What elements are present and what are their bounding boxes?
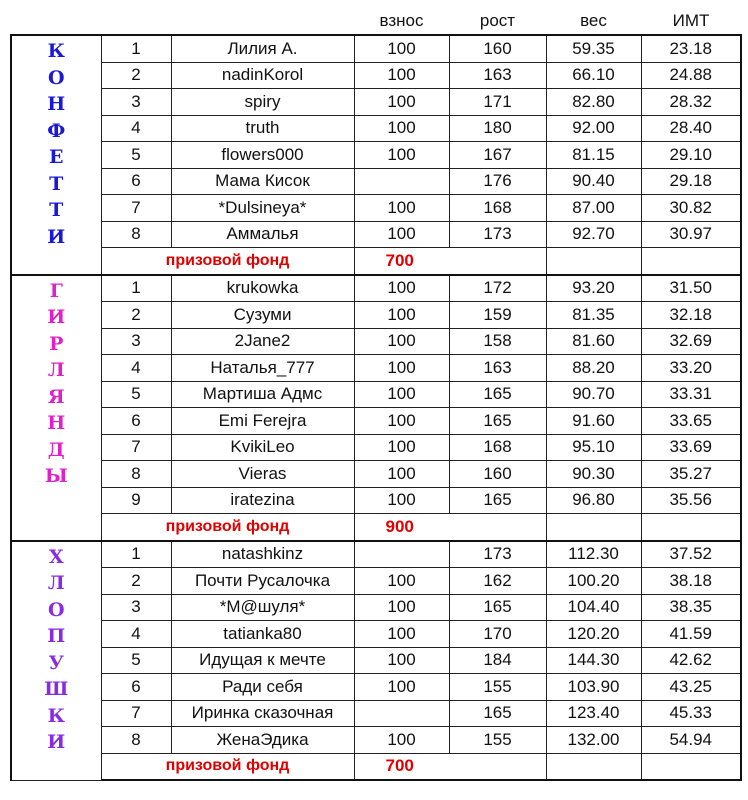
bmi-cell: 28.40 xyxy=(641,115,741,142)
table-row xyxy=(11,62,741,89)
bmi-cell: 38.35 xyxy=(641,594,741,621)
bmi-cell: 30.82 xyxy=(641,195,741,222)
height-cell: 184 xyxy=(449,647,546,674)
bmi-cell: 35.56 xyxy=(641,487,741,514)
empty-cell xyxy=(546,514,641,541)
team-letter: О xyxy=(47,66,65,89)
fee-cell: 100 xyxy=(354,195,449,222)
fee-cell: 100 xyxy=(354,487,449,514)
bmi-cell: 45.33 xyxy=(641,700,741,727)
row-number: 6 xyxy=(101,674,171,701)
participant-name: Аммалья xyxy=(171,221,354,248)
header-fee: взнос xyxy=(379,11,424,30)
table-row xyxy=(11,408,741,435)
table-row xyxy=(11,647,741,674)
table-row xyxy=(11,700,741,727)
height-cell: 173 xyxy=(449,541,546,568)
table-row xyxy=(11,355,741,382)
row-number: 4 xyxy=(101,355,171,382)
weight-cell: 59.35 xyxy=(546,35,641,62)
bmi-cell: 54.94 xyxy=(641,727,741,754)
height-cell: 163 xyxy=(449,355,546,382)
table-row xyxy=(11,594,741,621)
participant-name: 2Jane2 xyxy=(171,328,354,355)
team-letter: Т xyxy=(49,199,64,221)
height-cell: 172 xyxy=(449,275,546,302)
row-number: 6 xyxy=(101,168,171,195)
fee-cell: 100 xyxy=(354,674,449,701)
table-row xyxy=(11,434,741,461)
row-number: 1 xyxy=(101,541,171,568)
row-number: 7 xyxy=(101,700,171,727)
row-number: 7 xyxy=(101,195,171,222)
participant-name: KvikiLeo xyxy=(171,434,354,461)
team-letter: И xyxy=(47,731,66,753)
participant-name: flowers000 xyxy=(171,142,354,169)
row-number: 8 xyxy=(101,727,171,754)
team-letter: Ф xyxy=(47,119,66,142)
bmi-cell: 33.31 xyxy=(641,381,741,408)
table-row xyxy=(11,381,741,408)
row-number: 8 xyxy=(101,461,171,488)
participant-name: Иринка сказочная xyxy=(171,700,354,727)
row-number: 3 xyxy=(101,328,171,355)
team-letter: П xyxy=(47,625,66,647)
participant-name: spiry xyxy=(171,89,354,116)
header-bmi: ИМТ xyxy=(672,11,710,30)
fee-cell: 100 xyxy=(354,89,449,116)
fee-cell: 100 xyxy=(354,35,449,62)
row-number: 3 xyxy=(101,89,171,116)
weight-cell: 120.20 xyxy=(546,621,641,648)
team-letter: Н xyxy=(47,93,66,115)
weight-cell: 81.15 xyxy=(546,142,641,169)
fee-cell xyxy=(354,541,449,568)
row-number: 7 xyxy=(101,434,171,461)
height-cell: 168 xyxy=(449,434,546,461)
team-letter: Ы xyxy=(44,465,68,487)
participant-name: Мартиша Адмс xyxy=(171,381,354,408)
participant-name: krukowka xyxy=(171,275,354,302)
team-letter: У xyxy=(48,651,64,674)
height-cell: 170 xyxy=(449,621,546,648)
row-number: 5 xyxy=(101,381,171,408)
fee-cell: 100 xyxy=(354,434,449,461)
team-letter: Ш xyxy=(44,678,69,700)
table-row xyxy=(11,275,741,302)
bmi-cell: 33.65 xyxy=(641,408,741,435)
weight-cell: 90.70 xyxy=(546,381,641,408)
bmi-cell: 30.97 xyxy=(641,221,741,248)
standings-table xyxy=(10,8,742,781)
fee-cell: 100 xyxy=(354,62,449,89)
fee-cell: 100 xyxy=(354,727,449,754)
empty-cell xyxy=(546,753,641,780)
weight-cell: 91.60 xyxy=(546,408,641,435)
height-cell: 165 xyxy=(449,487,546,514)
prize-label: призовой фонд xyxy=(101,514,354,541)
participant-name: Лилия А. xyxy=(171,35,354,62)
height-cell: 155 xyxy=(449,674,546,701)
fee-cell: 100 xyxy=(354,461,449,488)
fee-cell: 100 xyxy=(354,328,449,355)
participant-name: iratezina xyxy=(171,487,354,514)
bmi-cell: 32.69 xyxy=(641,328,741,355)
height-cell: 171 xyxy=(449,89,546,116)
header-height: рост xyxy=(479,11,516,30)
weight-cell: 112.30 xyxy=(546,541,641,568)
row-number: 6 xyxy=(101,408,171,435)
height-cell: 160 xyxy=(449,35,546,62)
table-row xyxy=(11,168,741,195)
height-cell: 158 xyxy=(449,328,546,355)
height-cell: 159 xyxy=(449,302,546,329)
prize-label: призовой фонд xyxy=(101,248,354,275)
fee-cell: 100 xyxy=(354,381,449,408)
bmi-cell: 29.10 xyxy=(641,142,741,169)
height-cell: 165 xyxy=(449,700,546,727)
weight-cell: 90.40 xyxy=(546,168,641,195)
prize-label: призовой фонд xyxy=(101,753,354,780)
team-letter: И xyxy=(47,225,66,248)
participant-name: Сузуми xyxy=(171,302,354,329)
bmi-cell: 32.18 xyxy=(641,302,741,329)
prize-amount: 700 xyxy=(354,753,546,780)
weight-cell: 92.70 xyxy=(546,221,641,248)
weight-cell: 96.80 xyxy=(546,487,641,514)
weight-cell: 88.20 xyxy=(546,355,641,382)
participant-name: Мама Кисок xyxy=(171,168,354,195)
weight-cell: 81.60 xyxy=(546,328,641,355)
participant-name: tatianka80 xyxy=(171,621,354,648)
table-row xyxy=(11,568,741,595)
fee-cell: 100 xyxy=(354,408,449,435)
table-row xyxy=(11,115,741,142)
weight-cell: 104.40 xyxy=(546,594,641,621)
participant-name: Наталья_777 xyxy=(171,355,354,382)
bmi-cell: 29.18 xyxy=(641,168,741,195)
team-label xyxy=(11,275,101,541)
prize-row xyxy=(11,514,741,541)
participant-name: natashkinz xyxy=(171,541,354,568)
table-row xyxy=(11,541,741,568)
height-cell: 167 xyxy=(449,142,546,169)
team-letter: Г xyxy=(49,279,63,302)
participant-name: truth xyxy=(171,115,354,142)
team-letter: Л xyxy=(47,572,65,594)
participant-name: *Dulsineya* xyxy=(171,195,354,222)
height-cell: 165 xyxy=(449,381,546,408)
table-row xyxy=(11,674,741,701)
header-row xyxy=(11,8,741,35)
height-cell: 173 xyxy=(449,221,546,248)
weight-cell: 90.30 xyxy=(546,461,641,488)
fee-cell: 100 xyxy=(354,142,449,169)
fee-cell: 100 xyxy=(354,275,449,302)
team-letter: Н xyxy=(47,412,66,434)
height-cell: 165 xyxy=(449,408,546,435)
bmi-cell: 38.18 xyxy=(641,568,741,595)
row-number: 4 xyxy=(101,115,171,142)
table-row xyxy=(11,221,741,248)
bmi-cell: 41.59 xyxy=(641,621,741,648)
weight-cell: 81.35 xyxy=(546,302,641,329)
height-cell: 160 xyxy=(449,461,546,488)
fee-cell: 100 xyxy=(354,221,449,248)
table-row xyxy=(11,727,741,754)
weight-cell: 82.80 xyxy=(546,89,641,116)
participant-name: nadinKorol xyxy=(171,62,354,89)
fee-cell xyxy=(354,700,449,727)
weight-cell: 103.90 xyxy=(546,674,641,701)
team-letter: Х xyxy=(48,545,64,568)
weight-cell: 144.30 xyxy=(546,647,641,674)
row-number: 2 xyxy=(101,62,171,89)
bmi-cell: 42.62 xyxy=(641,647,741,674)
team-label xyxy=(11,35,101,275)
row-number: 2 xyxy=(101,568,171,595)
fee-cell: 100 xyxy=(354,647,449,674)
table-row xyxy=(11,195,741,222)
table-row xyxy=(11,35,741,62)
bmi-cell: 35.27 xyxy=(641,461,741,488)
participant-name: Почти Русалочка xyxy=(171,568,354,595)
prize-amount: 700 xyxy=(354,248,546,275)
height-cell: 163 xyxy=(449,62,546,89)
table-row xyxy=(11,302,741,329)
empty-cell xyxy=(641,248,741,275)
team-label xyxy=(11,541,101,781)
row-number: 8 xyxy=(101,221,171,248)
empty-cell xyxy=(546,248,641,275)
fee-cell: 100 xyxy=(354,594,449,621)
fee-cell xyxy=(354,168,449,195)
empty-cell xyxy=(641,753,741,780)
team-letter: Е xyxy=(49,146,64,168)
bmi-cell: 31.50 xyxy=(641,275,741,302)
table-row xyxy=(11,461,741,488)
participant-name: Ради себя xyxy=(171,674,354,701)
participant-name: Emi Ferejra xyxy=(171,408,354,435)
row-number: 5 xyxy=(101,647,171,674)
bmi-cell: 28.32 xyxy=(641,89,741,116)
prize-row xyxy=(11,753,741,780)
team-letter: Р xyxy=(49,332,64,355)
bmi-cell: 24.88 xyxy=(641,62,741,89)
team-letter: К xyxy=(47,704,65,727)
weight-cell: 95.10 xyxy=(546,434,641,461)
prize-amount: 900 xyxy=(354,514,546,541)
bmi-cell: 43.25 xyxy=(641,674,741,701)
weight-cell: 66.10 xyxy=(546,62,641,89)
header-weight: вес xyxy=(580,11,607,30)
row-number: 4 xyxy=(101,621,171,648)
height-cell: 155 xyxy=(449,727,546,754)
prize-row xyxy=(11,248,741,275)
empty-cell xyxy=(641,514,741,541)
weight-cell: 123.40 xyxy=(546,700,641,727)
row-number: 2 xyxy=(101,302,171,329)
team-letter: Я xyxy=(47,385,65,408)
height-cell: 176 xyxy=(449,168,546,195)
fee-cell: 100 xyxy=(354,115,449,142)
team-letter: Л xyxy=(47,359,65,381)
weight-cell: 87.00 xyxy=(546,195,641,222)
bmi-cell: 37.52 xyxy=(641,541,741,568)
table-row xyxy=(11,142,741,169)
table-row xyxy=(11,621,741,648)
participant-name: ЖенаЭдика xyxy=(171,727,354,754)
team-letter: К xyxy=(47,40,65,62)
weight-cell: 93.20 xyxy=(546,275,641,302)
weight-cell: 132.00 xyxy=(546,727,641,754)
team-letter: И xyxy=(47,306,66,328)
height-cell: 180 xyxy=(449,115,546,142)
team-letter: Д xyxy=(47,438,65,461)
bmi-cell: 23.18 xyxy=(641,35,741,62)
participant-name: *M@шуля* xyxy=(171,594,354,621)
row-number: 1 xyxy=(101,35,171,62)
fee-cell: 100 xyxy=(354,355,449,382)
weight-cell: 92.00 xyxy=(546,115,641,142)
participant-name: Vieras xyxy=(171,461,354,488)
participant-name: Идущая к мечте xyxy=(171,647,354,674)
fee-cell: 100 xyxy=(354,568,449,595)
height-cell: 165 xyxy=(449,594,546,621)
bmi-cell: 33.20 xyxy=(641,355,741,382)
row-number: 1 xyxy=(101,275,171,302)
table-row xyxy=(11,328,741,355)
table-row xyxy=(11,89,741,116)
fee-cell: 100 xyxy=(354,621,449,648)
bmi-cell: 33.69 xyxy=(641,434,741,461)
table-row xyxy=(11,487,741,514)
row-number: 5 xyxy=(101,142,171,169)
weight-cell: 100.20 xyxy=(546,568,641,595)
fee-cell: 100 xyxy=(354,302,449,329)
team-letter: О xyxy=(47,598,65,621)
height-cell: 162 xyxy=(449,568,546,595)
team-letter: Т xyxy=(49,172,64,195)
row-number: 9 xyxy=(101,487,171,514)
height-cell: 168 xyxy=(449,195,546,222)
row-number: 3 xyxy=(101,594,171,621)
